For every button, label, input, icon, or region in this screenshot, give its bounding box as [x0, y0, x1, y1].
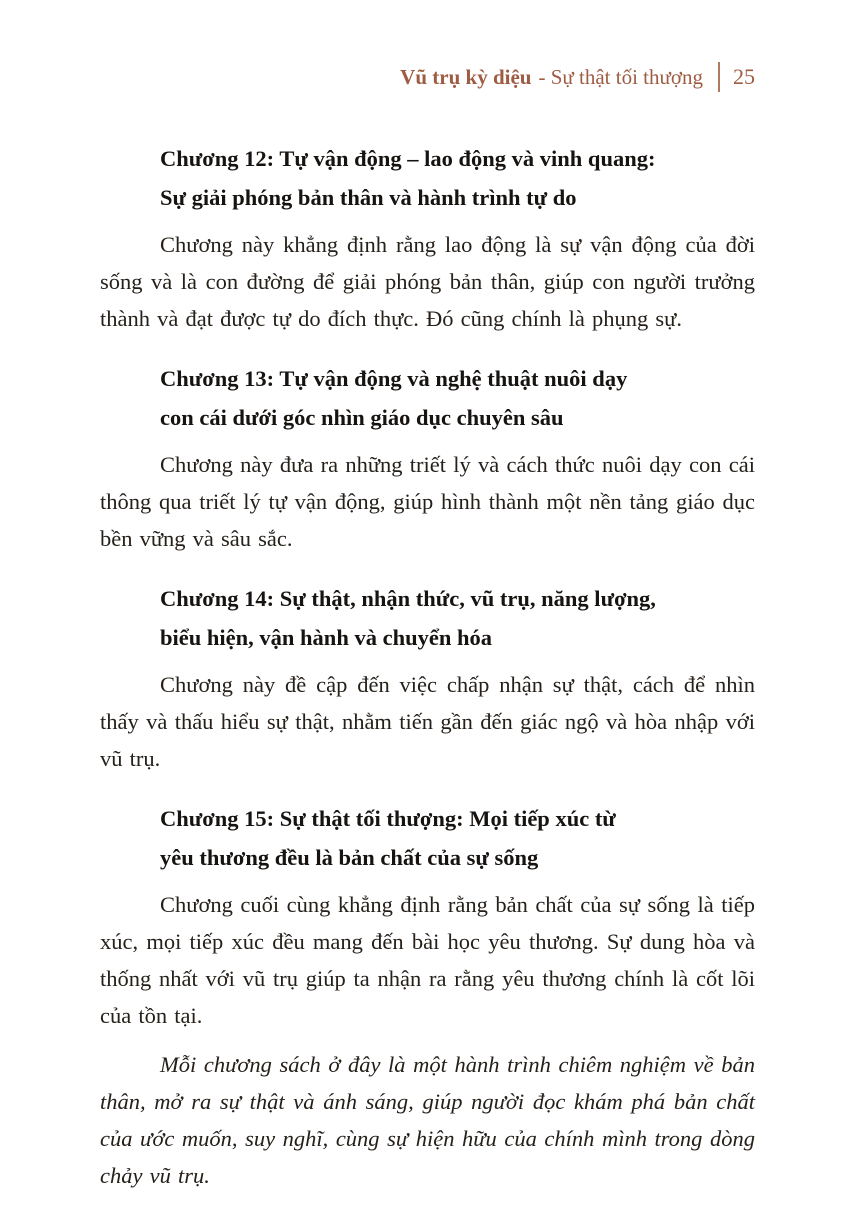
chapter-heading-line: con cái dưới góc nhìn giáo dục chuyên sâu [160, 405, 564, 430]
chapter-heading-line: Chương 12: Tự vận động – lao động và vinh quang: [160, 146, 656, 171]
chapter-heading-line: Chương 13: Tự vận động và nghệ thuật nuôi dạy [160, 366, 628, 391]
chapter-summary-section-15 [100, 799, 755, 1034]
running-header [100, 62, 755, 92]
chapter-heading [160, 139, 755, 217]
chapter-summary-paragraph: Chương này đưa ra những triết lý và cách thức nuôi dạy con cái thông qua triết lý tự vận động, giúp hình thành một nền tảng giáo dục bền vững và sâu sắc. [100, 452, 755, 551]
chapter-heading-line: Chương 14: Sự thật, nhận thức, vũ trụ, năng lượng, [160, 586, 656, 611]
chapter-summary-section-12 [100, 139, 755, 337]
chapter-summary-paragraph: Chương này đề cập đến việc chấp nhận sự thật, cách để nhìn thấy và thấu hiểu sự thật, nhằm tiến gần đến giác ngộ và hòa nhập với vũ trụ. [100, 672, 755, 771]
book-subtitle: - Sự thật tối thượng [538, 65, 703, 89]
chapter-summary-paragraph: Chương này khẳng định rằng lao động là sự vận động của đời sống và là con đường để giải phóng bản thân, giúp con người trưởng thành và đạt được tự do đích thực. Đó cũng chính là phụng sự. [100, 232, 755, 331]
chapter-heading-line: biểu hiện, vận hành và chuyển hóa [160, 625, 492, 650]
book-title: Vũ trụ kỳ diệu [400, 65, 532, 89]
chapter-heading [160, 579, 755, 657]
chapter-summary-paragraph: Chương cuối cùng khẳng định rằng bản chất của sự sống là tiếp xúc, mọi tiếp xúc đều mang đến bài học yêu thương. Sự dung hòa và thống nhất với vũ trụ giúp ta nhận ra rằng yêu thương chính là cốt lõi của tồn tại. [100, 892, 755, 1028]
chapter-heading-line: Sự giải phóng bản thân và hành trình tự do [160, 185, 577, 210]
chapter-heading [160, 799, 755, 877]
chapter-summary-section-13 [100, 359, 755, 557]
chapter-heading-line: yêu thương đều là bản chất của sự sống [160, 845, 539, 870]
page-body [100, 92, 755, 1194]
chapter-summary-section-14 [100, 579, 755, 777]
closing-note: Mỗi chương sách ở đây là một hành trình chiêm nghiệm về bản thân, mở ra sự thật và ánh sáng, giúp người đọc khám phá bản chất của ước muốn, suy nghĩ, cùng sự hiện hữu của chính mình trong dòng chảy vũ trụ. [100, 1052, 755, 1188]
chapter-heading [160, 359, 755, 437]
chapter-heading-line: Chương 15: Sự thật tối thượng: Mọi tiếp xúc từ [160, 806, 616, 831]
header-divider [718, 62, 720, 92]
page-number: 25 [733, 64, 755, 89]
